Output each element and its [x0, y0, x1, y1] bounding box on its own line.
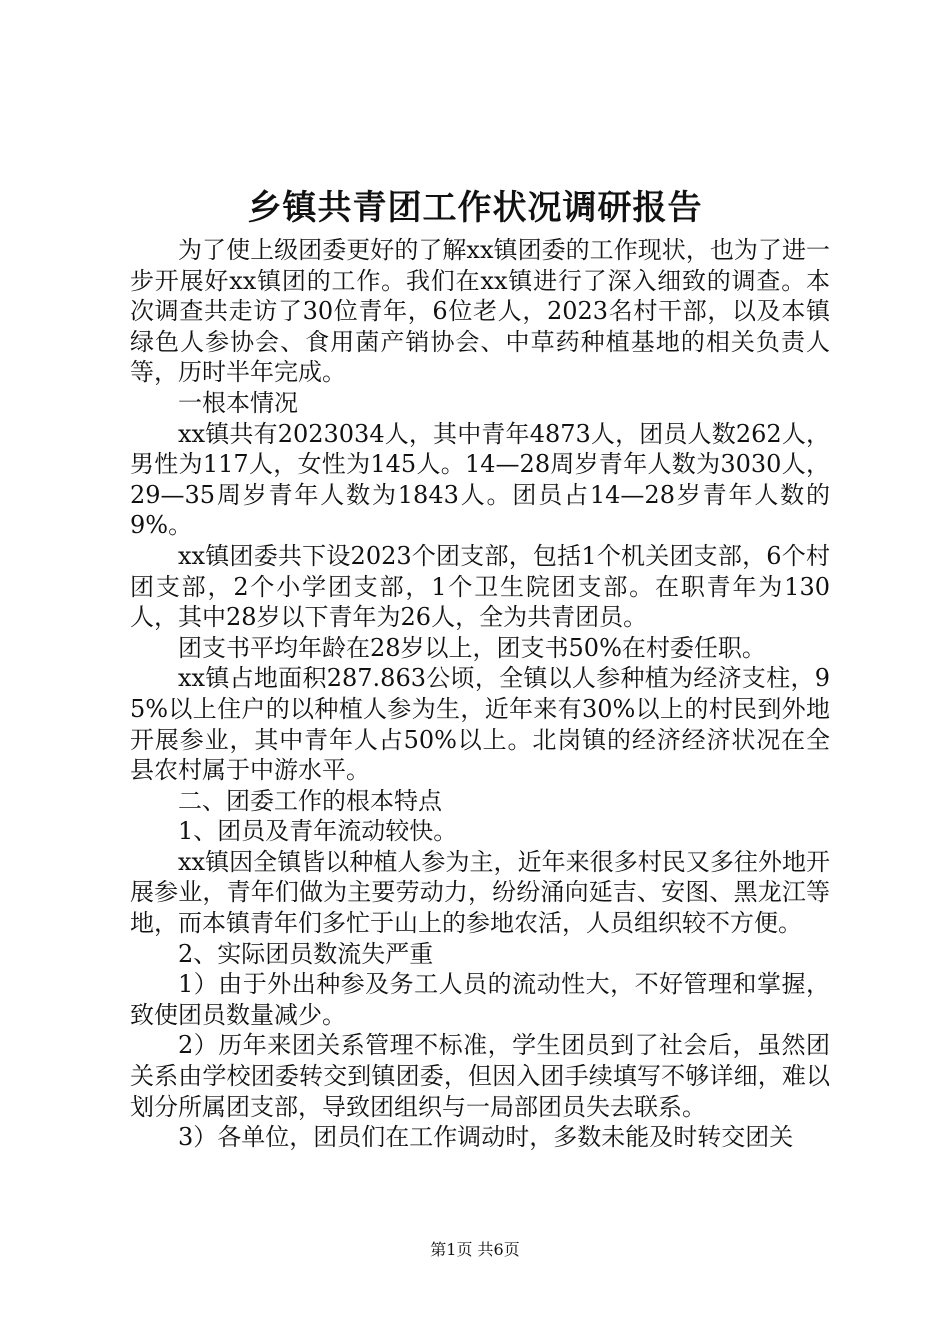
paragraph: 为了使上级团委更好的了解xx镇团委的工作现状，也为了进一步开展好xx镇团的工作。我们在xx镇进行了深入细致的调查。本次调查共走访了30位青年，6位老人，2023名村干部，以及本镇绿色人参协会、食用菌产销协会、中草药种植基地的相关负责人等，历时半年完成。 — [130, 236, 830, 387]
paragraph: xx镇因全镇皆以种植人参为主，近年来很多村民又多往外地开展参业，青年们做为主要劳动力，纷纷涌向延吉、安图、黑龙江等地，而本镇青年们多忙于山上的参地农活，人员组织较不方便。 — [130, 847, 830, 938]
paragraph: xx镇占地面积287.863公顷，全镇以人参种植为经济支柱，95%以上住户的以种植人参为生，近年来有30%以上的村民到外地开展参业，其中青年人占50%以上。北岗镇的经济经济状况在全县农村属于中游水平。 — [130, 664, 830, 785]
paragraph: xx镇共有2023034人，其中青年4873人，团员人数262人，男性为117人，女性为145人。14—28周岁青年人数为3030人，29—35周岁青年人数为1843人。团员占14—28岁青年人数的9%。 — [130, 419, 830, 540]
section-heading: 二、团委工作的根本特点 — [178, 786, 442, 815]
subsection-heading: 1、团员及青年流动较快。 — [178, 817, 458, 846]
paragraph: 2）历年来团关系管理不标准，学生团员到了社会后，虽然团关系由学校团委转交到镇团委，但因入团手续填写不够详细，难以划分所属团支部，导致团组织与一局部团员失去联系。 — [130, 1031, 830, 1121]
paragraph: xx镇团委共下设2023个团支部，包括1个机关团支部，6个村团支部，2个小学团支部，1个卫生院团支部。在职青年为130人，其中28岁以下青年为26人，全为共青团员。 — [130, 541, 830, 632]
page-footer: 第1页 共6页 — [430, 1240, 520, 1259]
document-title: 乡镇共青团工作状况调研报告 — [247, 188, 703, 228]
paragraph: 团支书平均年龄在28岁以上，团支书50%在村委任职。 — [178, 633, 766, 662]
paragraph: 1）由于外出种参及务工人员的流动性大，不好管理和掌握，致使团员数量减少。 — [130, 970, 830, 1029]
section-heading: 一根本情况 — [178, 388, 298, 417]
paragraph: 3）各单位，团员们在工作调动时，多数未能及时转交团关 — [178, 1123, 794, 1152]
subsection-heading: 2、实际团员数流失严重 — [178, 939, 434, 968]
document-body — [130, 235, 830, 1153]
